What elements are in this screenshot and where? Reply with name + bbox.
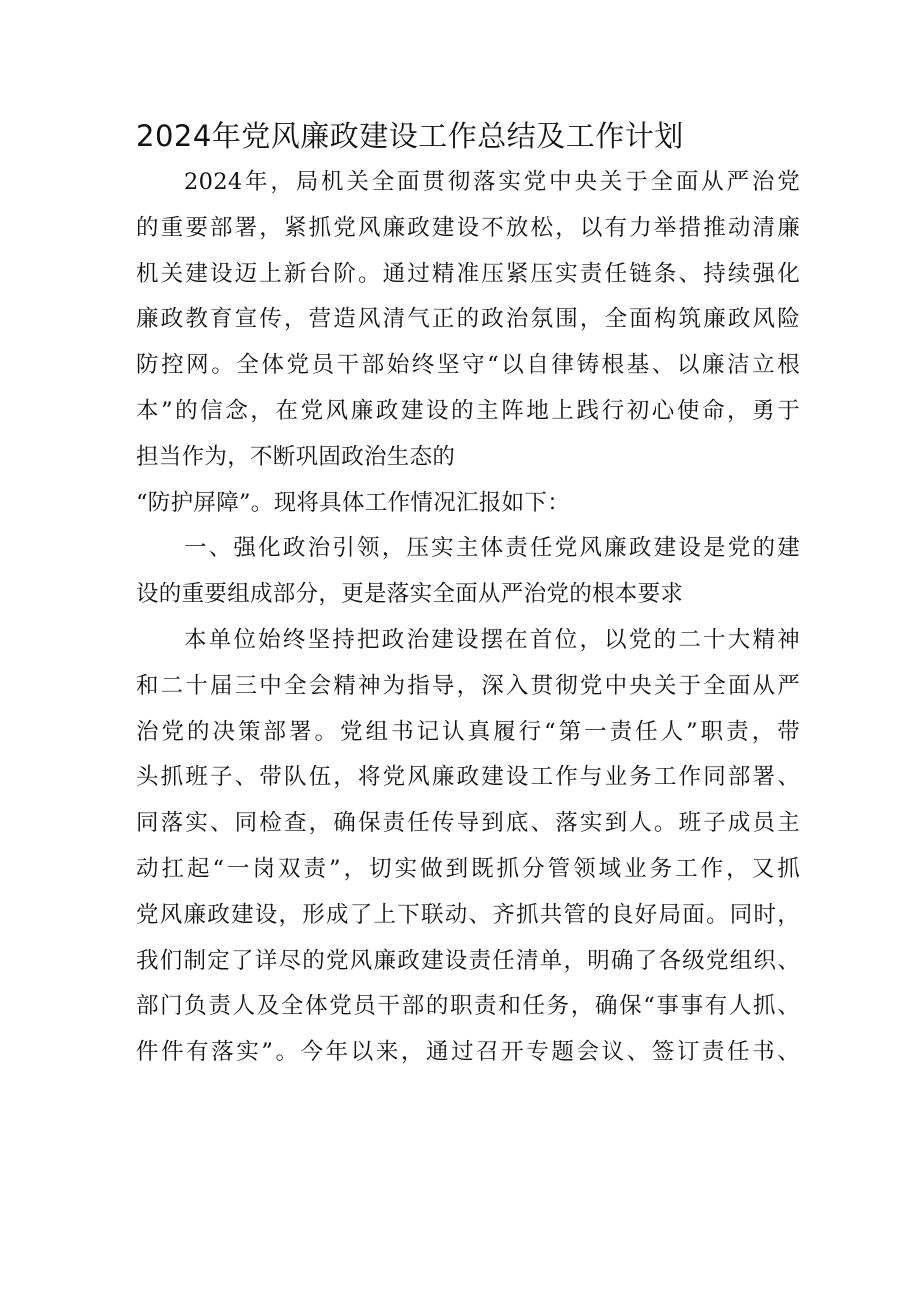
section-heading-line: 设的重要组成部分，更是落实全面从严治党的根本要求 — [136, 581, 684, 608]
paragraph-line: 动扛起“一岗双责”，切实做到既抓分管领域业务工作，又抓 — [136, 855, 800, 882]
paragraph-line: 防控网。全体党员干部始终坚守“以自律铸根基、以廉洁立根 — [136, 352, 800, 379]
paragraph-line: 的重要部署，紧抓党风廉政建设不放松，以有力举措推动清廉 — [136, 214, 800, 241]
paragraph-line: 本单位始终坚持把政治建设摆在首位，以党的二十大精神 — [184, 626, 800, 653]
paragraph-line: 担当作为，不断巩固政治生态的 — [136, 443, 456, 470]
paragraph-line: 廉政教育宣传，营造风清气正的政治氛围，全面构筑廉政风险 — [136, 306, 800, 333]
document-title: 2024年党风廉政建设工作总结及工作计划 — [136, 119, 684, 153]
paragraph-line: 党风廉政建设，形成了上下联动、齐抓共管的良好局面。同时， — [136, 901, 800, 928]
paragraph-line: 同落实、同检查，确保责任传导到底、落实到人。班子成员主 — [136, 810, 800, 837]
paragraph-line: 本”的信念，在党风廉政建设的主阵地上践行初心使命，勇于 — [136, 397, 800, 424]
paragraph-line: “防护屏障”。现将具体工作情况汇报如下： — [136, 489, 571, 516]
paragraph-line: 2024年，局机关全面贯彻落实党中央关于全面从严治党 — [184, 169, 800, 195]
paragraph-line: 和二十届三中全会精神为指导，深入贯彻党中央关于全面从严 — [136, 672, 800, 699]
paragraph-line: 机关建设迈上新台阶。通过精准压紧压实责任链条、持续强化 — [136, 260, 800, 287]
paragraph-line: 件件有落实”。今年以来，通过召开专题会议、签订责任书、 — [136, 1039, 800, 1066]
document-body — [136, 160, 800, 1076]
paragraph-line: 头抓班子、带队伍，将党风廉政建设工作与业务工作同部署、 — [136, 764, 800, 791]
paragraph-line: 治党的决策部署。党组书记认真履行“第一责任人”职责，带 — [136, 718, 800, 745]
section-heading-line: 一、强化政治引领，压实主体责任党风廉政建设是党的建 — [184, 535, 800, 562]
paragraph-line: 部门负责人及全体党员干部的职责和任务，确保“事事有人抓、 — [136, 993, 800, 1020]
paragraph-line: 我们制定了详尽的党风廉政建设责任清单，明确了各级党组织、 — [136, 947, 800, 974]
